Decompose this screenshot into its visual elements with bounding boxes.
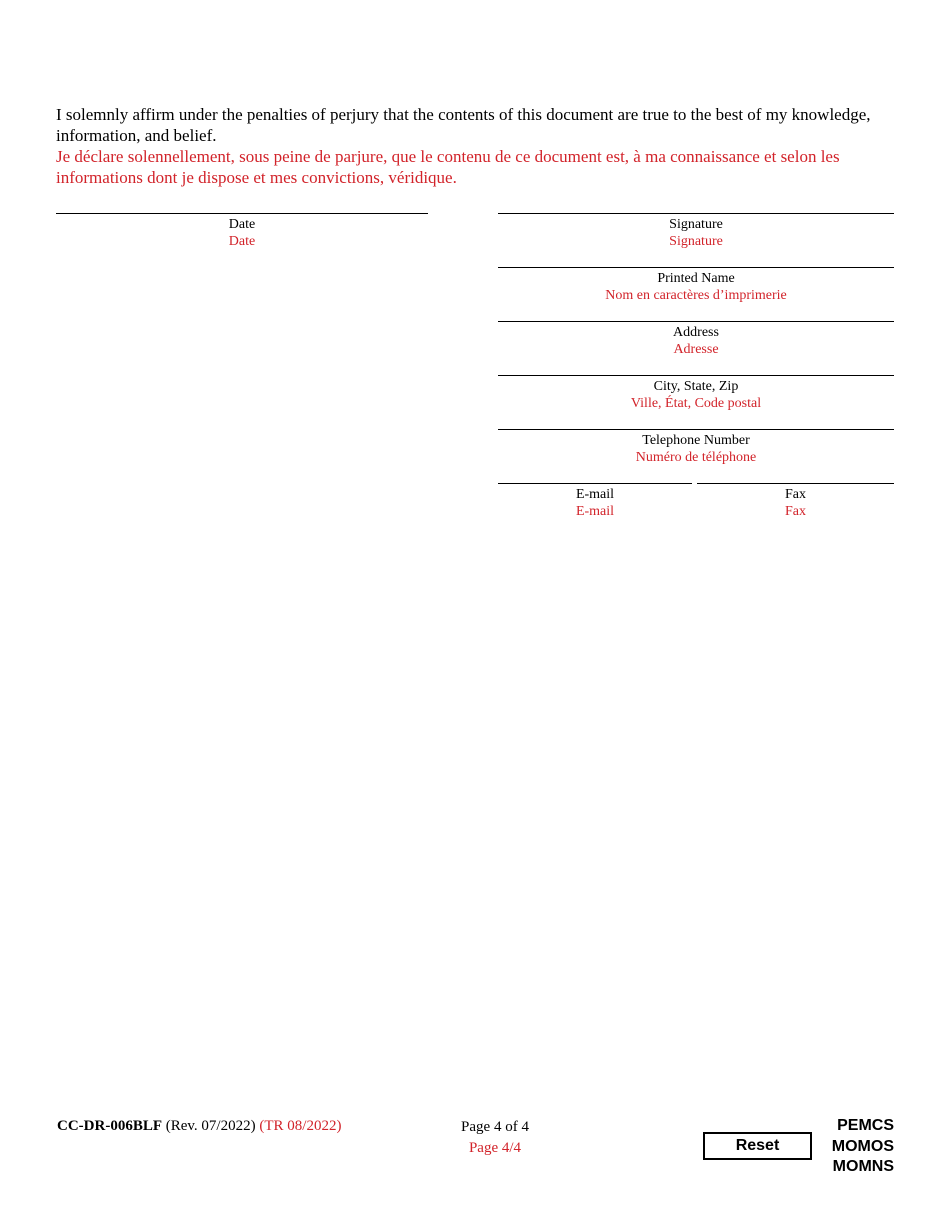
printed-name-label: Printed Name (657, 271, 735, 286)
address-label-fr: Adresse (673, 342, 719, 357)
address-field[interactable] (498, 321, 894, 358)
printed-name-label-fr: Nom en caractères d’imprimerie (605, 288, 787, 303)
date-label-fr: Date (228, 234, 256, 249)
fax-field[interactable] (697, 483, 894, 520)
code-pemcs: PEMCS (837, 1117, 894, 1134)
case-type-codes (818, 1116, 894, 1178)
page-number-en: Page 4 of 4 (461, 1119, 529, 1135)
date-field[interactable] (56, 213, 428, 250)
fax-label-fr: Fax (785, 504, 806, 519)
city-state-zip-field[interactable] (498, 375, 894, 412)
affirmation-block (56, 104, 896, 188)
reset-button[interactable]: Reset (703, 1132, 812, 1160)
signature-label-fr: Signature (669, 234, 723, 249)
email-label: E-mail (575, 487, 615, 502)
form-revision: (Rev. 07/2022) (165, 1118, 256, 1134)
signature-label: Signature (669, 217, 723, 232)
form-translation-date: (TR 08/2022) (259, 1118, 342, 1134)
form-identifier (57, 1117, 341, 1135)
affirmation-french: Je déclare solennellement, sous peine de parjure, que le contenu de ce document est, à ma connaissance et selon les informations dont je dispose et mes convictions, véridique. (56, 147, 840, 187)
city-state-zip-label-fr: Ville, État, Code postal (630, 396, 762, 411)
date-label: Date (228, 217, 256, 232)
form-code: CC-DR-006BLF (57, 1118, 162, 1134)
telephone-field[interactable] (498, 429, 894, 466)
address-label: Address (673, 325, 719, 340)
email-field[interactable] (498, 483, 692, 520)
fax-label: Fax (785, 487, 806, 502)
affirmation-english: I solemnly affirm under the penalties of perjury that the contents of this document are true to the best of my knowledge, information, and belief. (56, 105, 871, 145)
page-number (440, 1117, 550, 1159)
city-state-zip-label: City, State, Zip (653, 379, 739, 394)
page-number-fr: Page 4/4 (468, 1140, 522, 1156)
telephone-label-fr: Numéro de téléphone (635, 450, 757, 465)
code-momns: MOMNS (832, 1158, 894, 1175)
signature-field[interactable] (498, 213, 894, 250)
telephone-label: Telephone Number (642, 433, 750, 448)
code-momos: MOMOS (831, 1137, 894, 1155)
printed-name-field[interactable] (498, 267, 894, 304)
email-label-fr: E-mail (575, 504, 615, 519)
